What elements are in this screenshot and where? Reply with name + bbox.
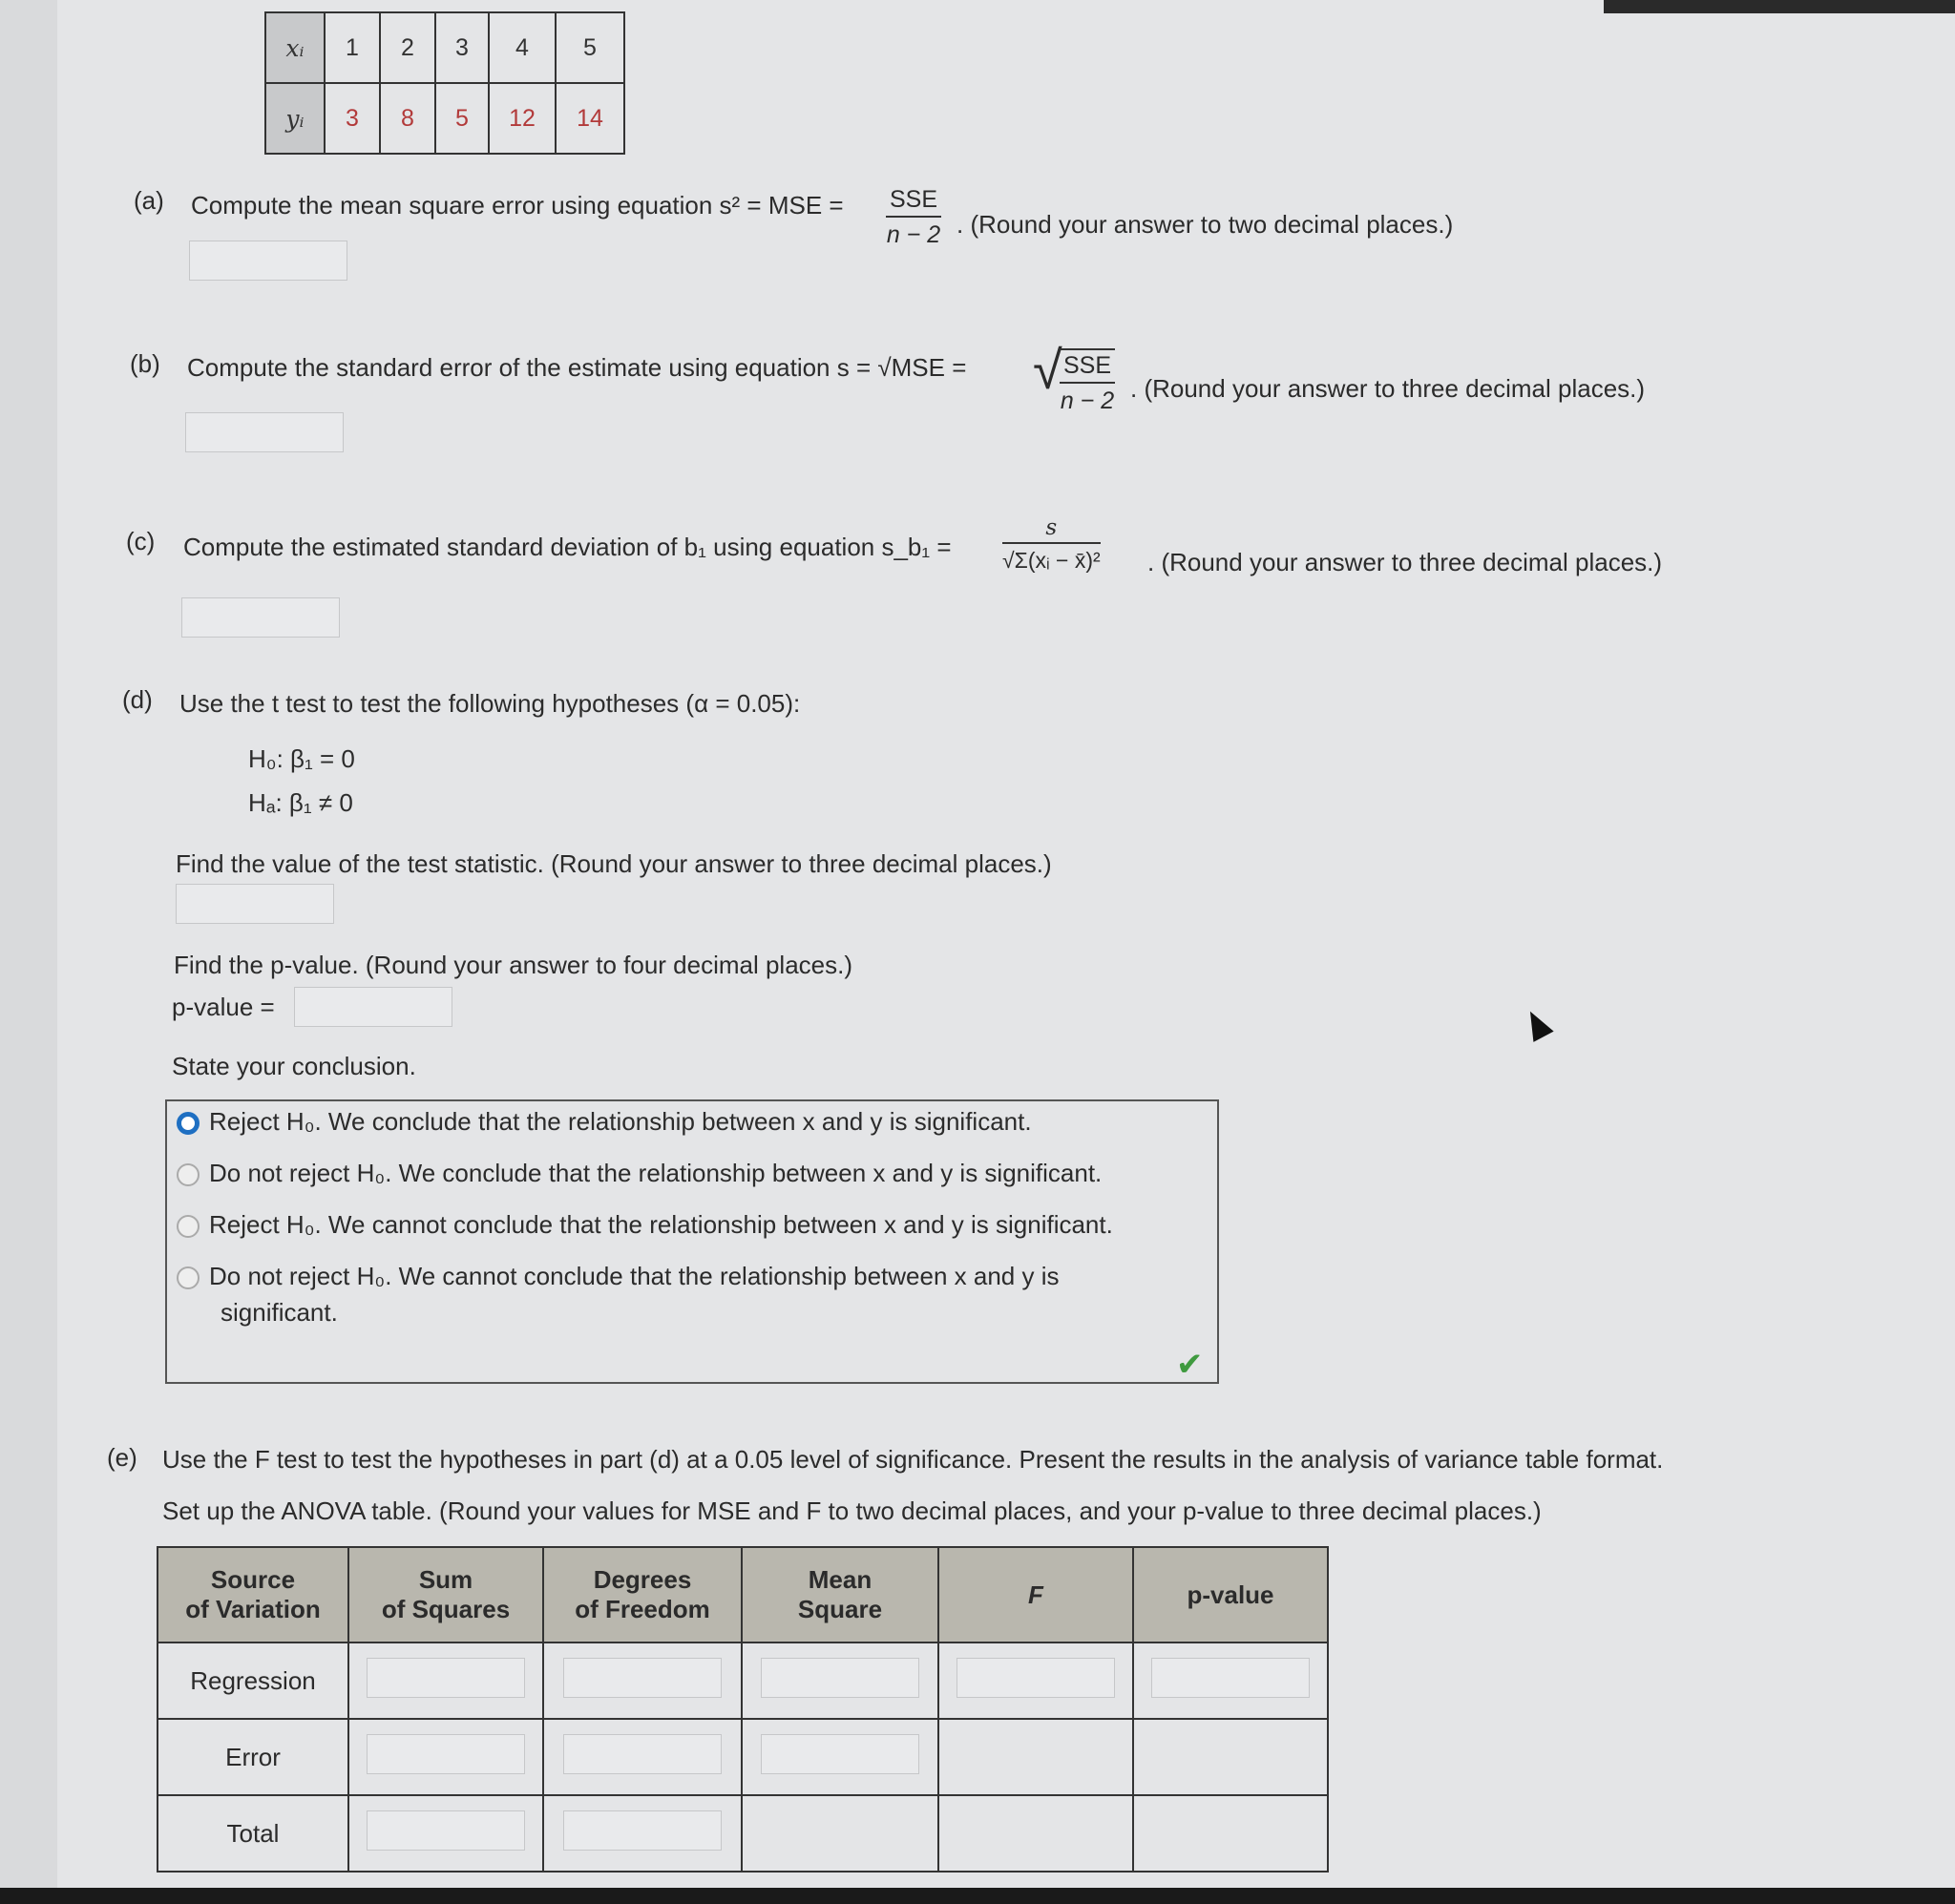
y-value: 8 <box>380 83 435 154</box>
checkmark-icon: ✔ <box>1176 1347 1204 1383</box>
part-a-round-note: . (Round your answer to two decimal places.) <box>956 210 1454 239</box>
anova-setup-text: Set up the ANOVA table. (Round your values for MSE and F to two decimal places, and your p-value to three decimal places.) <box>162 1496 1542 1525</box>
header-source: Source of Variation <box>158 1547 348 1642</box>
x-label: xᵢ <box>265 12 325 83</box>
row-total: Total <box>158 1795 348 1872</box>
part-c-text: Compute the estimated standard deviation of b₁ using equation s_b₁ = <box>183 533 952 561</box>
error-ms-input[interactable] <box>761 1734 919 1774</box>
header-p-value: p-value <box>1133 1547 1328 1642</box>
fraction-numerator: SSE <box>886 186 941 218</box>
test-statistic-input[interactable] <box>176 884 334 924</box>
f-input[interactable] <box>956 1658 1115 1698</box>
part-d-text: Use the t test to test the following hypotheses (α = 0.05): <box>179 689 801 718</box>
part-c-round-note: . (Round your answer to three decimal places.) <box>1147 548 1663 576</box>
part-b-text: Compute the standard error of the estimate using equation s = √MSE = <box>187 353 967 382</box>
total-ss-input[interactable] <box>367 1810 525 1851</box>
conclusion-choices <box>165 1099 1219 1384</box>
regression-df-input[interactable] <box>563 1658 722 1698</box>
x-value: 4 <box>489 12 556 83</box>
part-e-text: Use the F test to test the hypotheses in part (d) at a 0.05 level of significance. Present the results in the analysis of variance table format. <box>162 1445 1664 1474</box>
empty-cell <box>742 1795 938 1872</box>
part-a-text: Compute the mean square error using equation s² = MSE = <box>191 191 844 220</box>
y-value: 3 <box>325 83 380 154</box>
header-mean-square: Mean Square <box>742 1547 938 1642</box>
radio-selected-icon[interactable] <box>177 1112 200 1135</box>
part-e-label: (e) <box>107 1443 137 1472</box>
error-ss-input[interactable] <box>367 1734 525 1774</box>
part-c-fraction <box>1002 515 1101 574</box>
standard-error-answer-input[interactable] <box>185 412 344 452</box>
x-value: 3 <box>435 12 489 83</box>
anova-table <box>157 1546 1329 1873</box>
choice-reject-not-significant[interactable] <box>177 1210 1113 1240</box>
y-value: 12 <box>489 83 556 154</box>
p-value-label: p-value = <box>172 993 275 1021</box>
radio-icon[interactable] <box>177 1215 200 1238</box>
row-regression: Regression <box>158 1642 348 1719</box>
fraction-denominator: n − 2 <box>1060 387 1115 414</box>
regression-ss-input[interactable] <box>367 1658 525 1698</box>
conclusion-prompt: State your conclusion. <box>172 1052 416 1080</box>
p-value-prompt: Find the p-value. (Round your answer to four decimal places.) <box>174 951 853 979</box>
header-sum-of-squares: Sum of Squares <box>348 1547 543 1642</box>
y-label: yᵢ <box>265 83 325 154</box>
p-value-input[interactable] <box>294 987 452 1027</box>
top-edge <box>1604 0 1955 13</box>
choice-reject-significant[interactable] <box>177 1107 1032 1137</box>
sb1-answer-input[interactable] <box>181 597 340 638</box>
choice-not-reject-significant[interactable] <box>177 1159 1102 1188</box>
part-b-label: (b) <box>130 349 160 378</box>
alternative-hypothesis: Hₐ: β₁ ≠ 0 <box>248 788 353 817</box>
part-a-label: (a) <box>134 186 164 215</box>
fraction-numerator: s <box>1002 515 1101 544</box>
header-f: F <box>938 1547 1133 1642</box>
fraction-numerator: SSE <box>1060 352 1115 384</box>
test-statistic-prompt: Find the value of the test statistic. (Round your answer to three decimal places.) <box>176 849 1052 878</box>
part-d-label: (d) <box>122 685 153 714</box>
regression-ms-input[interactable] <box>761 1658 919 1698</box>
radio-icon[interactable] <box>177 1266 200 1289</box>
part-c-label: (c) <box>126 527 156 555</box>
choice-label: Reject H₀. We conclude that the relationship between x and y is significant. <box>209 1107 1032 1136</box>
bottom-edge <box>0 1888 1955 1904</box>
y-value: 5 <box>435 83 489 154</box>
choice-label: Do not reject H₀. We cannot conclude that the relationship between x and y is <box>209 1262 1060 1290</box>
empty-cell <box>938 1795 1133 1872</box>
x-value: 1 <box>325 12 380 83</box>
sqrt-icon: √ <box>1033 340 1062 400</box>
choice-label: Do not reject H₀. We conclude that the relationship between x and y is significant. <box>209 1159 1103 1187</box>
error-df-input[interactable] <box>563 1734 722 1774</box>
choice-label: Reject H₀. We cannot conclude that the relationship between x and y is significant. <box>209 1210 1113 1239</box>
header-degrees-of-freedom: Degrees of Freedom <box>543 1547 742 1642</box>
empty-cell <box>938 1719 1133 1795</box>
fraction-denominator: n − 2 <box>886 221 941 248</box>
part-b-round-note: . (Round your answer to three decimal places.) <box>1130 374 1646 403</box>
xy-data-table <box>264 11 625 155</box>
radio-icon[interactable] <box>177 1163 200 1186</box>
part-a-fraction <box>886 186 941 249</box>
empty-cell <box>1133 1795 1328 1872</box>
null-hypothesis: H₀: β₁ = 0 <box>248 744 355 773</box>
x-value: 5 <box>556 12 624 83</box>
x-value: 2 <box>380 12 435 83</box>
row-error: Error <box>158 1719 348 1795</box>
mse-answer-input[interactable] <box>189 241 347 281</box>
empty-cell <box>1133 1719 1328 1795</box>
total-df-input[interactable] <box>563 1810 722 1851</box>
anova-p-value-input[interactable] <box>1151 1658 1310 1698</box>
fraction-denominator: √Σ(xᵢ − x̄)² <box>1002 548 1101 573</box>
y-value: 14 <box>556 83 624 154</box>
part-b-fraction <box>1060 348 1115 415</box>
choice-not-reject-not-significant[interactable] <box>177 1262 1060 1291</box>
choice-label-continuation: significant. <box>221 1298 338 1327</box>
